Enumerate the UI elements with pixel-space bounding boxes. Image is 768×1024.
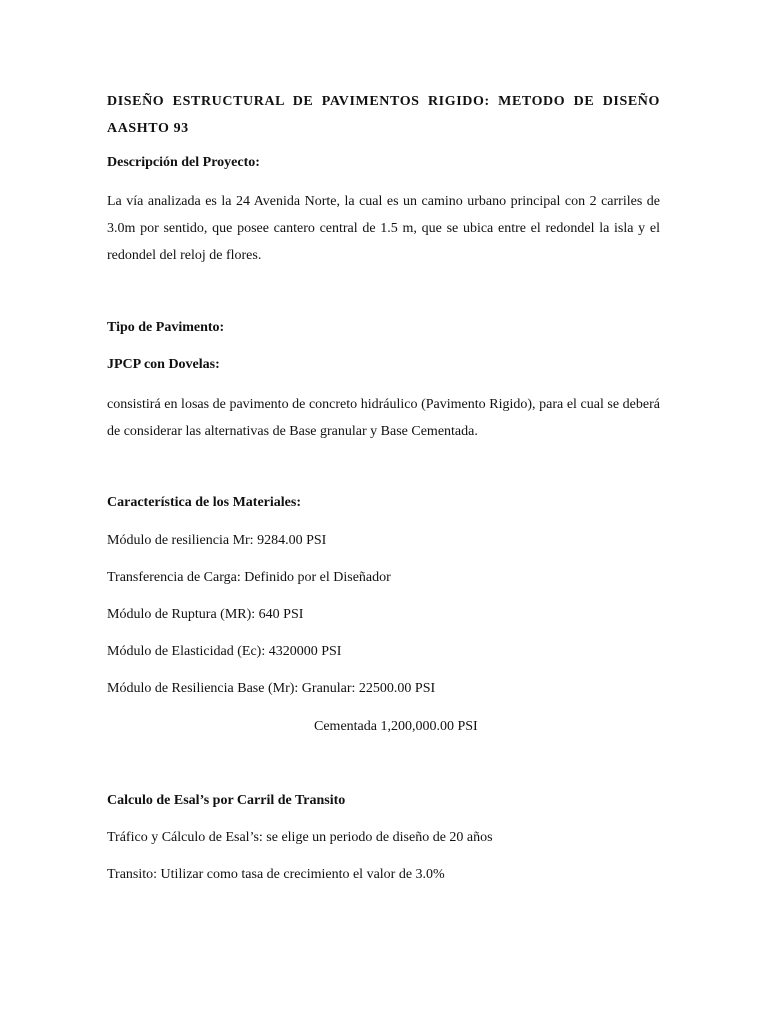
esal-heading: Calculo de Esal’s por Carril de Transito: [107, 793, 346, 808]
material-item: Módulo de Elasticidad (Ec): 4320000 PSI: [107, 644, 342, 659]
material-item: Módulo de resiliencia Mr: 9284.00 PSI: [107, 533, 327, 548]
pavement-description: consistirá en losas de pavimento de concreto hidráulico (Pavimento Rigido), para el cual se deberá de considerar las alternativas de Base granular y Base Cementada.: [107, 397, 660, 439]
materials-heading: Característica de los Materiales:: [107, 495, 301, 510]
material-item: Transferencia de Carga: Definido por el Diseñador: [107, 570, 391, 585]
esal-line: Tráfico y Cálculo de Esal’s: se elige un periodo de diseño de 20 años: [107, 830, 493, 845]
material-cemented: Cementada 1,200,000.00 PSI: [314, 719, 478, 734]
material-item: Módulo de Resiliencia Base (Mr): Granular: 22500.00 PSI: [107, 681, 436, 696]
document-title: DISEÑO ESTRUCTURAL DE PAVIMENTOS RIGIDO: METODO DE DISEÑO AASHTO 93: [107, 94, 660, 136]
project-description: La vía analizada es la 24 Avenida Norte, la cual es un camino urbano principal con 2 carriles de 3.0m por sentido, que posee cantero central de 1.5 m, que se ubica entre el redondel la isla y el redondel del reloj de flores.: [107, 194, 660, 263]
project-heading: Descripción del Proyecto:: [107, 155, 260, 170]
pavement-heading: Tipo de Pavimento:: [107, 320, 225, 335]
material-item: Módulo de Ruptura (MR): 640 PSI: [107, 607, 304, 622]
pavement-type: JPCP con Dovelas:: [107, 357, 220, 372]
esal-line: Transito: Utilizar como tasa de crecimiento el valor de 3.0%: [107, 867, 445, 882]
